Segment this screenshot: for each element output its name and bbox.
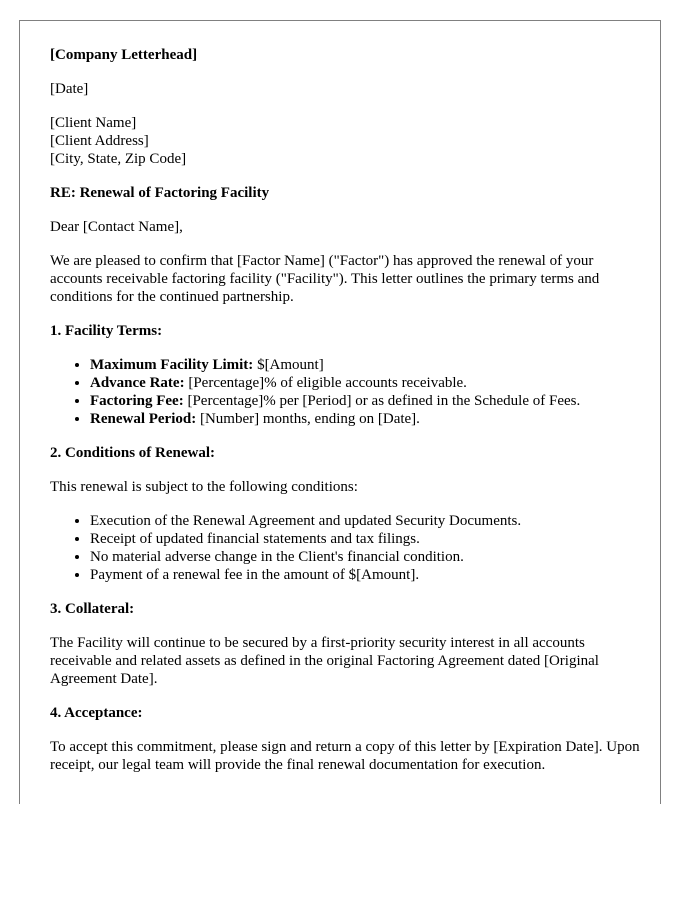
list-item [90,392,645,410]
term-label: Advance Rate: [90,375,185,391]
letter-date: [Date] [50,81,89,97]
client-city-state-zip: [City, State, Zip Code] [50,151,187,167]
client-name: [Client Name] [50,115,137,131]
list-item: • Execution of the Renewal Agreement and updated Security Documents. [90,512,645,530]
term-value: $[Amount] [253,357,324,373]
term-value: [Number] months, ending on [Date]. [196,411,420,427]
list-item: • No material adverse change in the Client's financial condition. [90,548,645,566]
term-label: Maximum Facility Limit: [90,357,254,373]
section-heading-collateral: 3. Collateral: [50,601,135,617]
section-heading-acceptance: 4. Acceptance: [50,705,143,721]
list-item [90,410,645,428]
section-heading-conditions: 2. Conditions of Renewal: [50,445,216,461]
client-address: [Client Address] [50,133,149,149]
term-value: [Percentage]% per [Period] or as defined in the Schedule of Fees. [183,393,581,409]
conditions-intro: This renewal is subject to the following conditions: [50,479,358,495]
facility-terms-list [50,356,645,428]
list-item [90,356,645,374]
list-item [90,374,645,392]
acceptance-paragraph: To accept this commitment, please sign and return a copy of this letter by [Expiration Date]. Upon receipt, our legal team will provide the final renewal documentation for execution. [50,739,640,773]
client-address-block [50,114,645,168]
salutation: Dear [Contact Name], [50,219,183,235]
collateral-paragraph: The Facility will continue to be secured by a first-priority security interest in all accounts receivable and related assets as defined in the original Factoring Agreement dated [Original Agreement Date]. [50,635,599,687]
list-item: • Receipt of updated financial statements and tax filings. [90,530,645,548]
intro-paragraph: We are pleased to confirm that [Factor Name] ("Factor") has approved the renewal of your accounts receivable factoring facility ("Facility"). This letter outlines the primary terms and conditions for the continued partnership. [50,253,600,305]
conditions-list [50,512,645,584]
term-value: [Percentage]% of eligible accounts receivable. [184,375,467,391]
company-letterhead: [Company Letterhead] [50,47,198,63]
letter-page [19,20,661,804]
term-label: Renewal Period: [90,411,197,427]
letter-content [50,46,645,790]
term-label: Factoring Fee: [90,393,184,409]
list-item: • Payment of a renewal fee in the amount of $[Amount]. [90,566,645,584]
section-heading-facility-terms: 1. Facility Terms: [50,323,163,339]
subject-line: RE: Renewal of Factoring Facility [50,185,270,201]
